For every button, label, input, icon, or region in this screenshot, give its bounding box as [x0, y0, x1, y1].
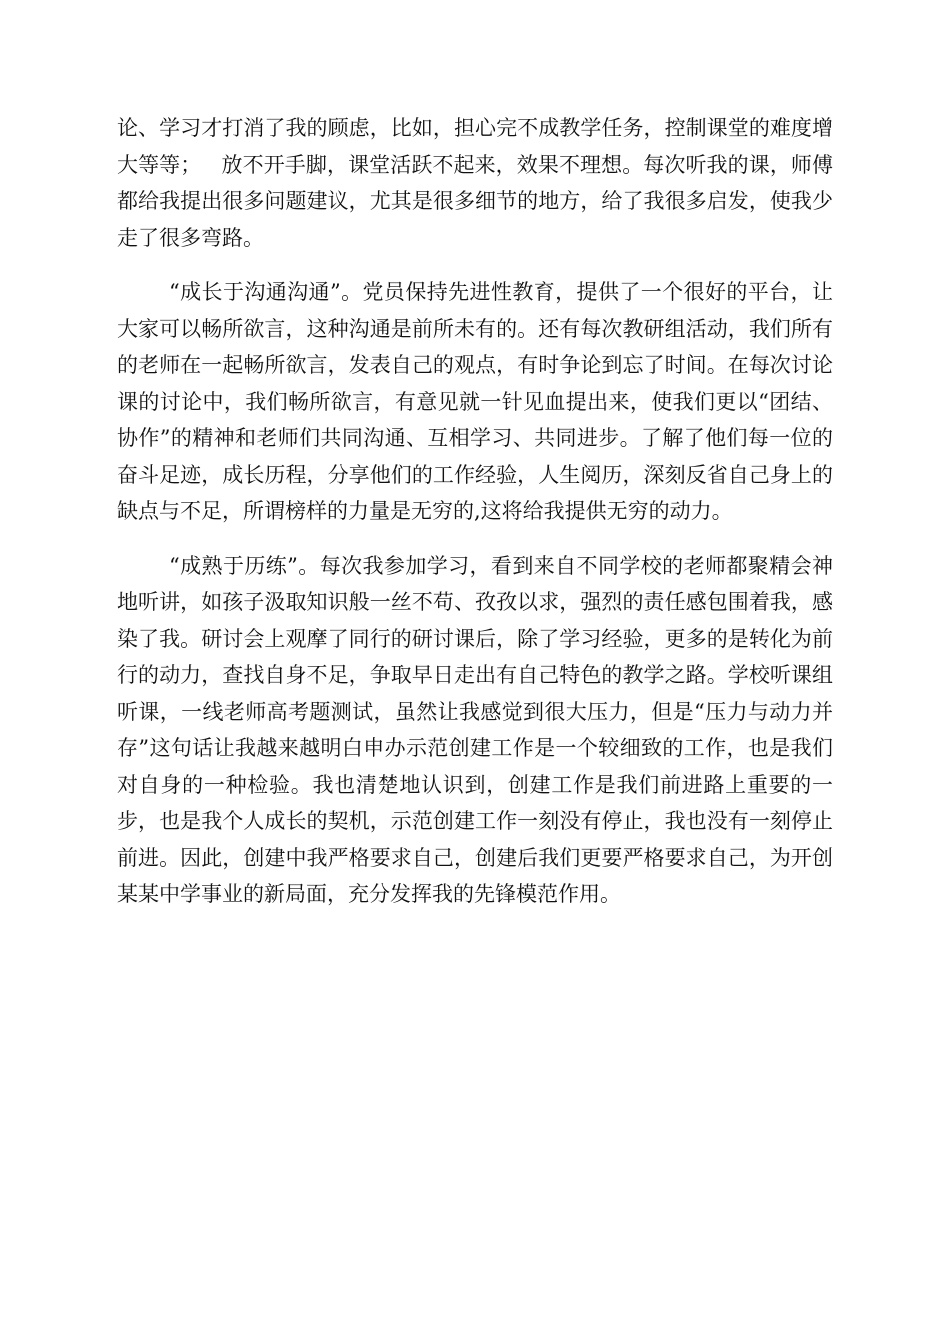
paragraph-3: “成熟于历练”。每次我参加学习，看到来自不同学校的老师都聚精会神地听讲，如孩子汲取知识般一丝不苟、孜孜以求，强烈的责任感包围着我，感染了我。研讨会上观摩了同行的研讨课后，除了学习经验，更多的是转化为前行的动力，查找自身不足，争取早日走出有自己特色的教学之路。学校听课组听课，一线老师高考题测试，虽然让我感觉到很大压力，但是“压力与动力并存”这句话让我越来越明白申办示范创建工作是一个较细致的工作，也是我们对自身的一种检验。我也清楚地认识到，创建工作是我们前进路上重要的一步，也是我个人成长的契机，示范创建工作一刻没有停止，我也没有一刻停止前进。因此，创建中我严格要求自己，创建后我们更要严格要求自己，为开创某某中学事业的新局面，充分发挥我的先锋模范作用。 [117, 553, 833, 906]
paragraph-1: 论、学习才打消了我的顾虑，比如，担心完不成教学任务，控制课堂的难度增大等等； 放不开手脚，课堂活跃不起来，效果不理想。每次听我的课，师傅都给我提出很多问题建议，尤其是很多细节的地方，给了我很多启发，使我少走了很多弯路。 [117, 116, 833, 250]
document-body [117, 110, 833, 931]
paragraph-2: “成长于沟通沟通”。党员保持先进性教育，提供了一个很好的平台，让大家可以畅所欲言，这种沟通是前所未有的。还有每次教研组活动，我们所有的老师在一起畅所欲言，发表自己的观点，有时争论到忘了时间。在每次讨论课的讨论中，我们畅所欲言，有意见就一针见血提出来，使我们更以“团结、协作”的精神和老师们共同沟通、互相学习、共同进步。了解了他们每一位的奋斗足迹，成长历程，分享他们的工作经验，人生阅历，深刻反省自己身上的缺点与不足，所谓榜样的力量是无穷的,这将给我提供无穷的动力。 [117, 280, 833, 523]
